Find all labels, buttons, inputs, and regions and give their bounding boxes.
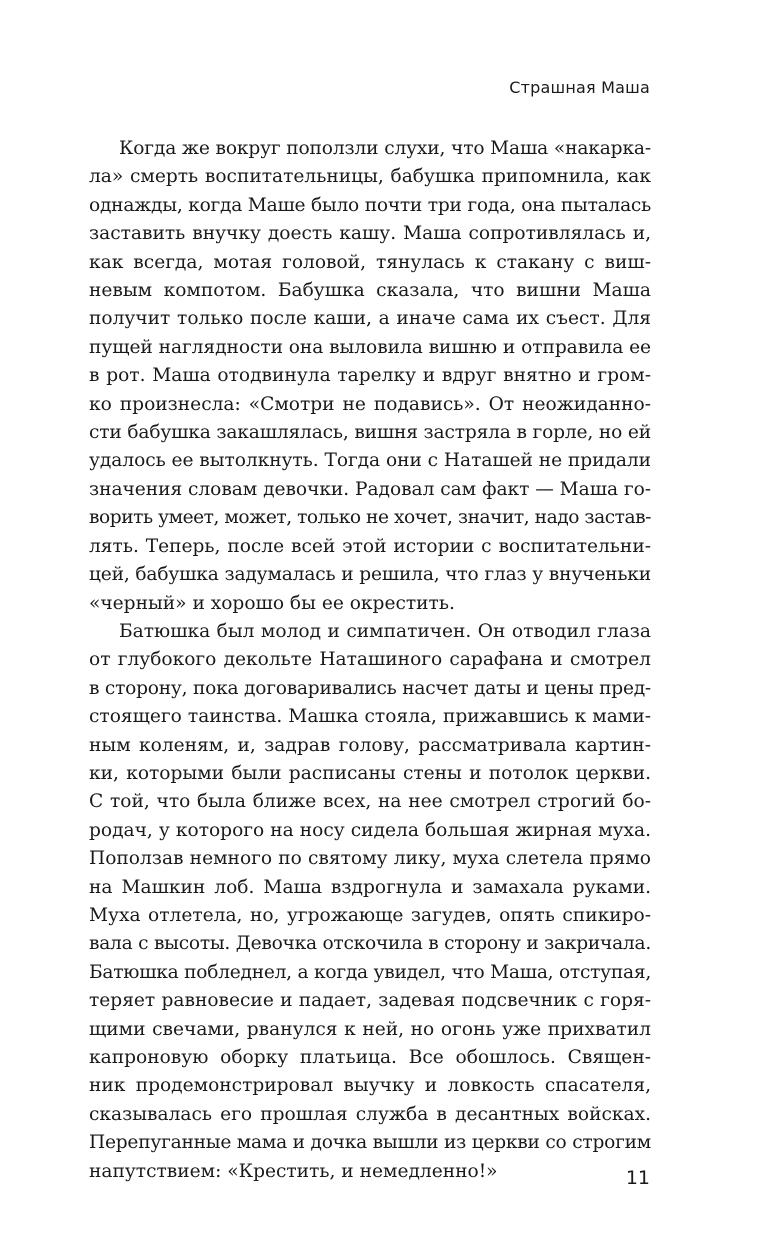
text-line: ки, которыми были расписаны стены и потолок церкви.: [89, 762, 651, 784]
paragraph-2: [89, 618, 651, 1186]
text-line: цей, бабушка задумалась и решила, что глаз у внученьки: [89, 564, 651, 586]
text-line: Батюшка побледнел, а когда увидел, что Маша, отступая,: [89, 961, 651, 983]
text-line: Поползав немного по святому лику, муха слетела прямо: [89, 848, 651, 870]
text-line: как всегда, мотая головой, тянулась к стакану с виш-: [89, 251, 651, 273]
text-line: «черный» и хорошо бы ее окрестить.: [89, 592, 455, 614]
text-line: ла» смерть воспитательницы, бабушка припомнила, как: [89, 166, 651, 188]
text-line: получит только после каши, а иначе сама их съест. Для: [89, 308, 651, 330]
text-line: напутствием: «Крестить, и немедленно!»: [89, 1160, 498, 1182]
text-line: на Машкин лоб. Маша вздрогнула и замахала руками.: [89, 876, 651, 898]
text-line: лять. Теперь, после всей этой истории с воспитательни-: [89, 535, 651, 557]
text-line: Когда же вокруг поползли слухи, что Маша «накарка-: [119, 138, 652, 159]
text-line: щими свечами, рванулся к ней, но огонь уже прихватил: [89, 1018, 651, 1040]
running-head: Страшная Маша: [509, 78, 650, 97]
text-line: от глубокого декольте Наташиного сарафана и смотрел: [89, 649, 651, 671]
text-line: удалось ее вытолкнуть. Тогда они с Наташей не придали: [89, 450, 651, 472]
body-text: [89, 135, 651, 1186]
text-line: в сторону, пока договаривались насчет даты и цены пред-: [89, 677, 651, 699]
text-line: ко произнесла: «Смотри не подавись». От неожиданно-: [89, 393, 651, 415]
text-line: капроновую оборку платьица. Все обошлось. Священ-: [89, 1047, 651, 1068]
text-line: невым компотом. Бабушка сказала, что вишни Маша: [89, 280, 651, 302]
text-line: Перепуганные мама и дочка вышли из церкви со строгим: [89, 1132, 651, 1154]
text-line: родач, у которого на носу сидела большая жирная муха.: [89, 819, 651, 841]
text-line: стоящего таинства. Машка стояла, прижавшись к мами-: [89, 706, 651, 728]
paragraph-1: [89, 135, 651, 618]
text-line: Муха отлетела, но, угрожающе загудев, опять спикиро-: [89, 904, 651, 926]
text-line: однажды, когда Маше было почти три года, она пыталась: [89, 194, 651, 216]
page-number: 11: [625, 1167, 650, 1189]
text-line: теряет равновесие и падает, задевая подсвечник с горя-: [89, 990, 651, 1012]
text-line: в рот. Маша отодвинула тарелку и вдруг внятно и гром-: [89, 365, 651, 387]
text-line: значения словам девочки. Радовал сам факт — Маша го-: [89, 478, 651, 500]
text-line: Батюшка был молод и симпатичен. Он отводил глаза: [119, 620, 651, 642]
text-line: ворить умеет, может, только не хочет, значит, надо застав-: [89, 507, 651, 529]
text-line: сказывалась его прошлая служба в десантных войсках.: [89, 1103, 651, 1125]
text-line: вала с высоты. Девочка отскочила в сторону и закричала.: [89, 933, 651, 955]
text-line: пущей наглядности она выловила вишню и отправила ее: [89, 336, 651, 358]
text-line: ным коленям, и, задрав голову, рассматривала картин-: [89, 734, 651, 756]
text-line: заставить внучку доесть кашу. Маша сопротивлялась и,: [89, 223, 651, 245]
text-line: ник продемонстрировал выучку и ловкость спасателя,: [89, 1075, 651, 1097]
text-line: сти бабушка закашлялась, вишня застряла в горле, но ей: [89, 422, 651, 444]
text-line: С той, что была ближе всех, на нее смотрел строгий бо-: [89, 791, 651, 813]
